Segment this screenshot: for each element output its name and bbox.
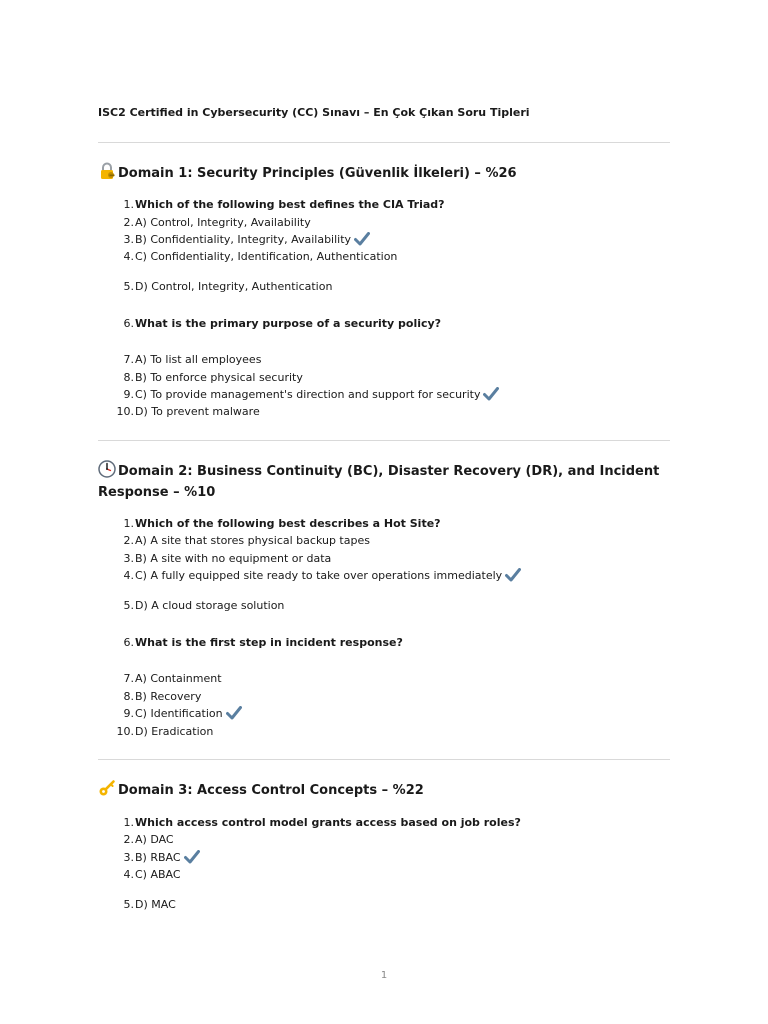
list-item: 7.A) To list all employees xyxy=(123,353,262,366)
list-item: 4.C) Confidentiality, Identification, Authentication xyxy=(123,250,398,263)
answer-option: A) Control, Integrity, Availability xyxy=(135,216,311,229)
list-item: 2.A) Control, Integrity, Availability xyxy=(123,216,311,229)
list-item: 5.D) MAC xyxy=(123,898,176,911)
domain-1-heading xyxy=(98,162,670,184)
list-item: 4.C) A fully equipped site ready to take over operations immediately xyxy=(98,568,521,583)
list-item: 5.D) A cloud storage solution xyxy=(123,599,285,612)
answer-option: A) A site that stores physical backup tapes xyxy=(135,534,370,547)
answer-option: D) Eradication xyxy=(135,725,214,738)
checkmark-icon xyxy=(354,232,370,246)
answer-option: D) A cloud storage solution xyxy=(135,599,285,612)
answer-option: A) To list all employees xyxy=(135,353,262,366)
section-divider xyxy=(98,759,670,760)
list-item: 10.D) To prevent malware xyxy=(116,405,260,418)
question-text: What is the first step in incident response? xyxy=(135,636,403,649)
list-item: 9.C) Identification xyxy=(98,706,242,721)
answer-option: B) Recovery xyxy=(135,690,202,703)
answer-option: B) To enforce physical security xyxy=(135,371,303,384)
domain-3-heading xyxy=(98,779,670,801)
domain-3-title: Domain 3: Access Control Concepts – %22 xyxy=(118,783,424,798)
domain-2-title: Domain 2: Business Continuity (BC), Disaster Recovery (DR), and Incident Response – %10 xyxy=(98,464,660,500)
question-text: Which access control model grants access based on job roles? xyxy=(135,816,521,829)
document-title: ISC2 Certified in Cybersecurity (CC) Sınavı – En Çok Çıkan Soru Tipleri xyxy=(98,106,530,119)
answer-option: D) To prevent malware xyxy=(135,405,260,418)
question-text: Which of the following best describes a Hot Site? xyxy=(135,517,441,530)
answer-option: C) Identification xyxy=(135,707,223,720)
list-item: 6.What is the primary purpose of a security policy? xyxy=(123,317,442,330)
domain-2-heading xyxy=(98,460,670,503)
checkmark-icon xyxy=(483,387,499,401)
answer-option: C) To provide management's direction and support for security xyxy=(135,388,481,401)
checkmark-icon xyxy=(505,568,521,582)
list-item: 1.Which of the following best defines the CIA Triad? xyxy=(123,198,445,211)
checkmark-icon xyxy=(184,850,200,864)
padlock-icon xyxy=(98,162,116,180)
answer-option: B) RBAC xyxy=(135,851,181,864)
list-item: 2.A) DAC xyxy=(123,833,174,846)
list-item: 3.B) RBAC xyxy=(98,850,200,865)
clock-icon xyxy=(98,460,116,478)
answer-option: A) DAC xyxy=(135,833,174,846)
answer-option: B) Confidentiality, Integrity, Availability xyxy=(135,233,352,246)
list-item: 9.C) To provide management's direction and support for security xyxy=(98,387,499,402)
list-item: 4.C) ABAC xyxy=(123,868,181,881)
answer-option: C) Confidentiality, Identification, Authentication xyxy=(135,250,398,263)
section-divider xyxy=(98,440,670,441)
answer-option: D) Control, Integrity, Authentication xyxy=(135,280,333,293)
list-item: 1.Which access control model grants access based on job roles? xyxy=(123,816,521,829)
section-divider xyxy=(98,142,670,143)
list-item: 2.A) A site that stores physical backup tapes xyxy=(123,534,370,547)
answer-option: A) Containment xyxy=(135,672,222,685)
checkmark-icon xyxy=(226,706,242,720)
list-item: 7.A) Containment xyxy=(123,672,222,685)
list-item: 6.What is the first step in incident response? xyxy=(123,636,403,649)
list-item: 3.B) Confidentiality, Integrity, Availability xyxy=(98,232,370,247)
answer-option: B) A site with no equipment or data xyxy=(135,552,332,565)
list-item: 1.Which of the following best describes a Hot Site? xyxy=(123,517,441,530)
list-item: 8.B) To enforce physical security xyxy=(123,371,303,384)
domain-1-title: Domain 1: Security Principles (Güvenlik İlkeleri) – %26 xyxy=(118,166,517,181)
answer-option: D) MAC xyxy=(135,898,176,911)
answer-option: C) ABAC xyxy=(135,868,181,881)
list-item: 8.B) Recovery xyxy=(123,690,202,703)
list-item: 10.D) Eradication xyxy=(116,725,214,738)
page-number: 1 xyxy=(380,970,388,981)
question-text: What is the primary purpose of a security policy? xyxy=(135,317,442,330)
question-text: Which of the following best defines the CIA Triad? xyxy=(135,198,445,211)
list-item: 5.D) Control, Integrity, Authentication xyxy=(123,280,333,293)
answer-option: C) A fully equipped site ready to take over operations immediately xyxy=(135,569,503,582)
key-icon xyxy=(98,779,116,797)
list-item: 3.B) A site with no equipment or data xyxy=(123,552,332,565)
